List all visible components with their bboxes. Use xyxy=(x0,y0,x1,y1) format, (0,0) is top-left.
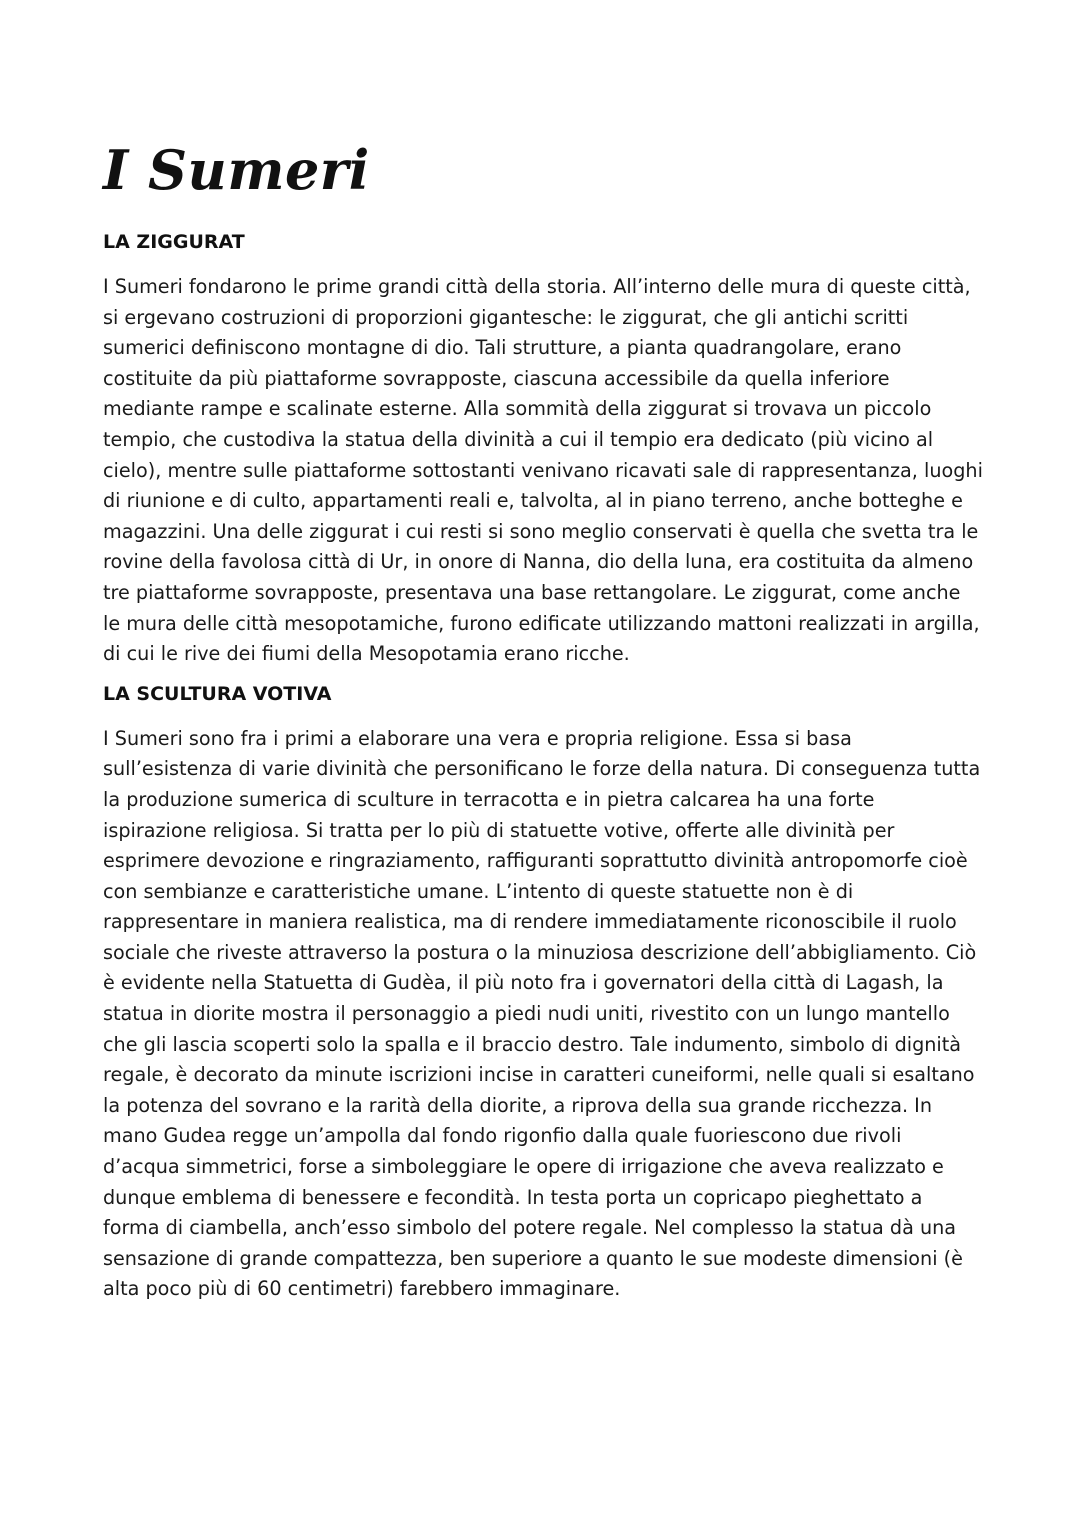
section-heading-scultura-votiva: LA SCULTURA VOTIVA xyxy=(103,682,332,705)
document-page xyxy=(103,130,983,1305)
section-ziggurat xyxy=(103,228,983,670)
page-title: I Sumeri xyxy=(103,138,370,202)
section-heading-ziggurat: LA ZIGGURAT xyxy=(103,231,245,253)
paragraph-scultura-votiva: I Sumeri sono fra i primi a elaborare una vera e propria religione. Essa si basa sull’esistenza di varie divinità che personificano le forze della natura. Di conseguenza tutta la produzione sumerica di sculture in terracotta e in pietra calcarea ha una forte ispirazione religiosa. Si tratta per lo più di statuette votive, offerte alle divinità per esprimere devozione e ringraziamento, raffiguranti soprattutto divinità antropomorfe cioè con sembianze e caratteristiche umane. L’intento di queste statuette non è di rappresentare in maniera realistica, ma di rendere immediatamente riconoscibile il ruolo sociale che riveste attraverso la postura o la minuziosa descrizione dell’abbigliamento. Ciò è evidente nella Statuetta di Gudèa, il più noto fra i governatori della città di Lagash, la statua in diorite mostra il personaggio a piedi nudi uniti, rivestito con un lungo mantello che gli lascia scoperti solo la spalla e il braccio destro. Tale indumento, simbolo di dignità regale, è decorato da minute iscrizioni incise in caratteri cuneiformi, nelle quali si esaltano la potenza del sovrano e la rarità della diorite, a riprova della sua grande ricchezza. In mano Gudea regge un’ampolla dal fondo rigonfio dalla quale fuoriescono due rivoli d’acqua simmetrici, forse a simboleggiare le opere di irrigazione che aveva realizzato e dunque emblema di benessere e fecondità. In testa porta un copricapo pieghettato a forma di ciambella, anch’esso simbolo del potere regale. Nel complesso la statua dà una sensazione di grande compattezza, ben superiore a quanto le sue modeste dimensioni (è alta poco più di 60 centimetri) farebbero immaginare. xyxy=(103,726,981,1301)
section-scultura-votiva xyxy=(103,680,983,1305)
paragraph-ziggurat: I Sumeri fondarono le prime grandi città della storia. All’interno delle mura di queste città, si ergevano costruzioni di proporzioni gigantesche: le ziggurat, che gli antichi scritti sumerici definiscono montagne di dio. Tali strutture, a pianta quadrangolare, erano costituite da più piattaforme sovrapposte, ciascuna accessibile da quella inferiore mediante rampe e scalinate esterne. Alla sommità della ziggurat si trovava un piccolo tempio, che custodiva la statua della divinità a cui il tempio era dedicato (più vicino al cielo), mentre sulle piattaforme sottostanti venivano ricavati sale di rappresentanza, luoghi di riunione e di culto, appartamenti reali e, talvolta, al in piano terreno, anche botteghe e magazzini. Una delle ziggurat i cui resti si sono meglio conservati è quella che svetta tra le rovine della favolosa città di Ur, in onore di Nanna, dio della luna, era costituita da almeno tre piattaforme sovrapposte, presentava una base rettangolare. Le ziggurat, come anche le mura delle città mesopotamiche, furono edificate utilizzando mattoni realizzati in argilla, di cui le rive dei fiumi della Mesopotamia erano ricche. xyxy=(103,275,983,666)
